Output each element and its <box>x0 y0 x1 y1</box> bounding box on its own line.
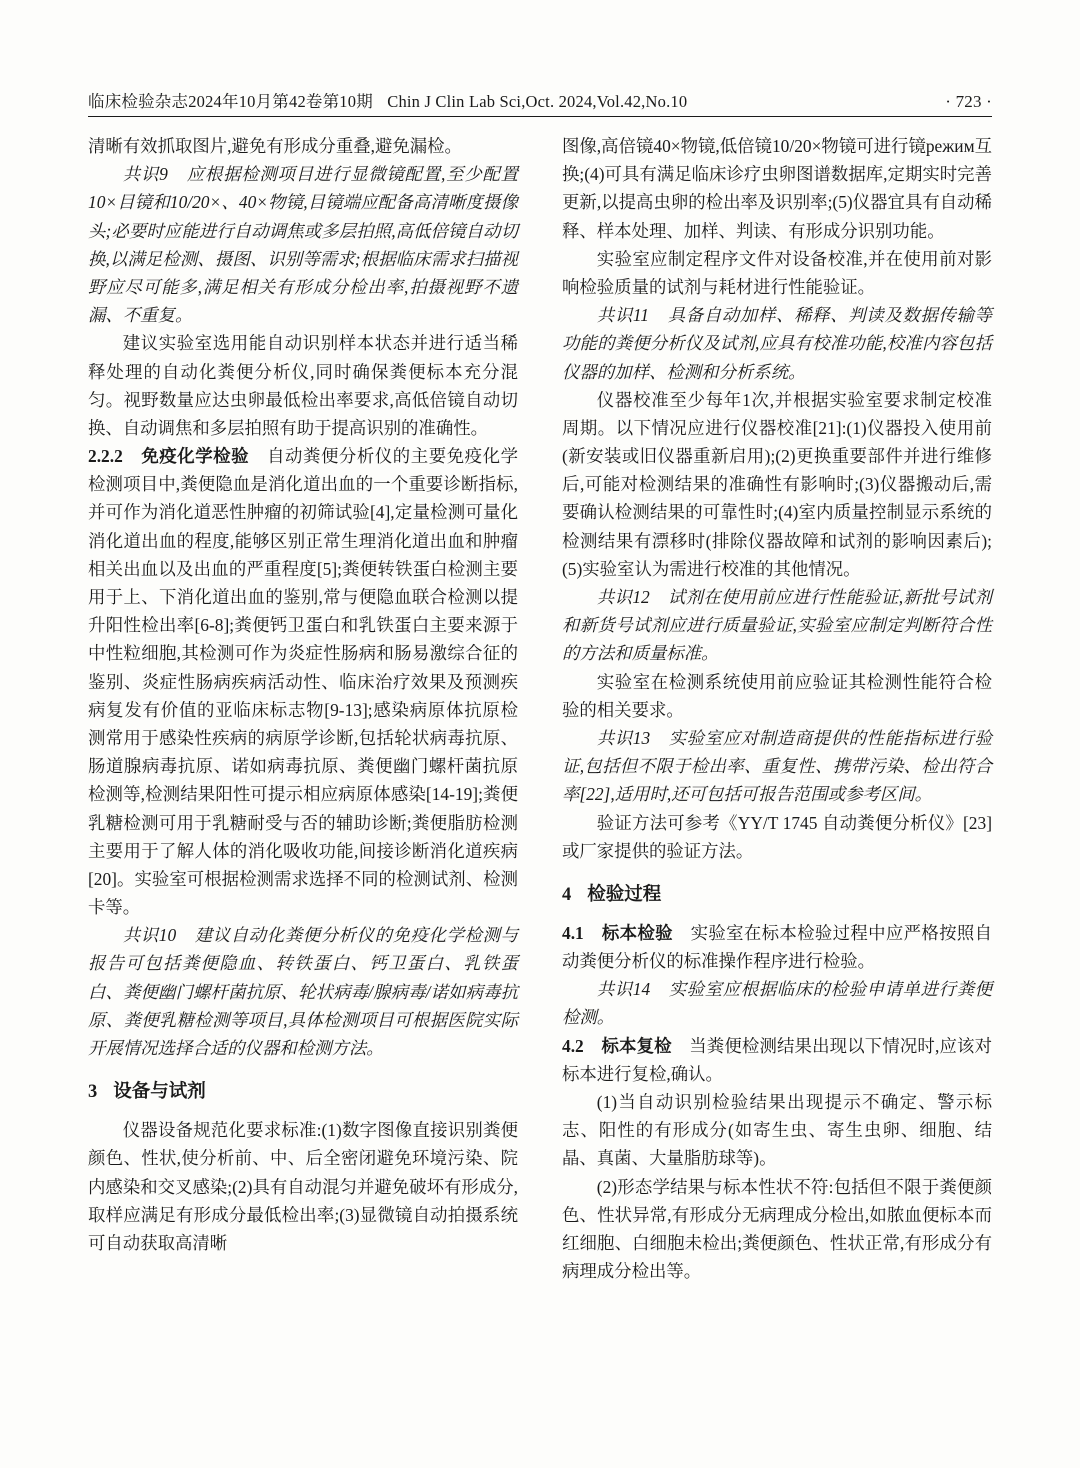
section-4-number: 4 <box>562 884 572 905</box>
page-number: · 723 · <box>945 92 992 111</box>
section-2-2-2-title: 免疫化学检验 <box>141 446 250 467</box>
consensus-11-text: 具备自动加样、稀释、判读及数据传输等功能的粪便分析仪及试剂,应具有校准功能,校准内容包括仪器的加样、检测和分析系统。 <box>562 305 992 382</box>
consensus-11 <box>562 301 992 386</box>
para-suggestion: 建议实验室选用能自动识别样本状态并进行适当稀释处理的自动化粪便分析仪,同时确保粪便标本充分混匀。视野数量应达虫卵最低检出率要求,高低倍镜自动切换、自动调焦和多层拍照有助于提高识别的准确性。 <box>88 333 518 438</box>
consensus-14-text: 实验室应根据临床的检验申请单进行粪便检测。 <box>562 979 992 1028</box>
para-procedure-file: 实验室应制定程序文件对设备校准,并在使用前对影响检验质量的试剂与耗材进行性能验证。 <box>562 248 992 297</box>
section-3-body: 仪器设备规范化要求标准:(1)数字图像直接识别粪便颜色、性状,使分析前、中、后全密闭避免环境污染、院内感染和交叉感染;(2)具有自动混匀并避免破坏有形成分,取样应满足有形成分最低检出率;(3)显微镜自动拍摄系统可自动获取高清晰 <box>88 1120 518 1253</box>
section-2-2-2-body: 自动粪便分析仪的主要免疫化学检测项目中,粪便隐血是消化道出血的一个重要诊断指标,并可作为消化道恶性肿瘤的初筛试验[4],定量检测可量化消化道出血的程度,能够区别正常生理消化道出血和肿瘤相关出血以及出血的严重程度[5];粪便转铁蛋白检测主要用于上、下消化道出血的鉴别,常与便隐血联合检测以提升阳性检出率[6-8];粪便钙卫蛋白和乳铁蛋白主要来源于中性粒细胞,其检测可作为炎症性肠病和肠易激综合征的鉴别、炎症性肠病疾病活动性、临床治疗效果及预测疾病复发有价值的亚临床标志物[9-13];感染病原体抗原检测常用于感染性疾病的病原学诊断,包括轮状病毒抗原、肠道腺病毒抗原、诺如病毒抗原、粪便幽门螺杆菌抗原检测等,检测结果阳性可提示相应病原体感染[14-19];粪便乳糖检测可用于乳糖耐受与否的辅助诊断;粪便脂肪检测主要用于了解人体的消化吸收功能,间接诊断消化道疾病[20]。实验室可根据检测需求选择不同的检测试剂、检测卡等。 <box>88 446 518 918</box>
consensus-9: 共识9 应根据检测项目进行显微镜配置,至少配置10×目镜和10/20×、40×物镜,目镜端应配备高清晰度摄像头;必要时应能进行自动调焦或多层拍照,高低倍镜自动切换,以满足检测、摄图、识别等需求;根据临床需求扫描视野应尽可能多,满足相关有形成分检出率,拍摄视野不遗漏、不重复。 <box>88 164 518 326</box>
section-4-1 <box>562 919 992 975</box>
section-3-title: 设备与试剂 <box>113 1082 206 1103</box>
consensus-14-label: 共识14 <box>596 979 651 1000</box>
para-method: 验证方法可参考《YY/T 1745 自动粪便分析仪》[23]或厂家提供的验证方法。 <box>562 812 992 861</box>
consensus-12-label: 共识12 <box>596 587 650 607</box>
consensus-10-text: 建议自动化粪便分析仪的免疫化学检测与报告可包括粪便隐血、转铁蛋白、钙卫蛋白、乳铁蛋白、粪便幽门螺杆菌抗原、轮状病毒/腺病毒/诺如病毒抗原、粪便乳糖检测等项目,具体检测项目可根据医院实际开展情况选择合适的仪器和检测方法。 <box>88 925 518 1058</box>
right-column <box>562 132 992 1432</box>
para-calibration: 仪器校准至少每年1次,并根据实验室要求制定校准周期。以下情况应进行仪器校准[21]:(1)仪器投入使用前(新安装或旧仪器重新启用);(2)更换重要部件并进行维修后,可能对检测结果的准确性有影响时;(3)仪器搬动后,需要确认检测结果的可靠性时;(4)室内质量控制显示系统的检测结果有漂移时(排除仪器故障和试剂的影响因素后);(5)实验室认为需进行校准的其他情况。 <box>562 389 992 579</box>
section-2-2-2-number: 2.2.2 <box>88 446 123 467</box>
page-header <box>88 88 992 112</box>
para-continuation-top: 图像,高倍镜40×物镜,低倍镜10/20×物镜可进行镜режим互换;(4)可具有满足临床诊疗虫卵图谱数据库,定期实时完善更新,以提高虫卵的检出率及识别率;(5)仪器宜具有自动稀释、样本处理、加样、判读、有形成分识别功能。 <box>562 136 992 241</box>
section-4-2-number: 4.2 <box>562 1035 584 1056</box>
consensus-14 <box>562 975 992 1031</box>
consensus-12-text: 试剂在使用前应进行性能验证,新批号试剂和新货号试剂应进行质量验证,实验室应制定判断符合性的方法和质量标准。 <box>562 587 992 664</box>
section-4-1-number: 4.1 <box>562 922 584 943</box>
article-body <box>88 132 992 1432</box>
header-divider <box>88 116 992 117</box>
section-4-1-title: 标本检验 <box>601 922 673 943</box>
list-item: (1)当自动识别检验结果出现提示不确定、警示标志、阳性的有形成分(如寄生虫、寄生虫卵、细胞、结晶、真菌、大量脂肪球等)。 <box>562 1091 992 1169</box>
section-2-2-2 <box>88 442 518 921</box>
journal-title-en: Chin J Clin Lab Sci,Oct. 2024,Vol.42,No.10 <box>387 92 688 111</box>
consensus-13-label: 共识13 <box>596 727 651 748</box>
consensus-12 <box>562 583 992 668</box>
section-3-number: 3 <box>88 1082 98 1103</box>
consensus-13 <box>562 724 992 809</box>
section-4-2 <box>562 1032 992 1088</box>
section-4-1-body: 实验室在标本检验过程中应严格按照自动粪便分析仪的标准操作程序进行检验。 <box>562 922 992 972</box>
journal-title-cn: 临床检验杂志2024年10月第42卷第10期 <box>88 92 373 111</box>
consensus-10 <box>88 921 518 1062</box>
consensus-13-text: 实验室应对制造商提供的性能指标进行验证,包括但不限于检出率、重复性、携带污染、检出符合率[22],适用时,还可包括可报告范围或参考区间。 <box>562 727 992 805</box>
header-journal-info <box>88 88 687 112</box>
para-continuation: 清晰有效抓取图片,避免有形成分重叠,避免漏检。 <box>88 136 462 156</box>
section-3-heading <box>88 1078 518 1108</box>
section-4-2-body: 当粪便检测结果出现以下情况时,应该对标本进行复检,确认。 <box>562 1035 992 1084</box>
left-column <box>88 132 518 1432</box>
para-verify: 实验室在检测系统使用前应验证其检测性能符合检验的相关要求。 <box>562 671 992 720</box>
section-4-2-title: 标本复检 <box>601 1035 672 1056</box>
consensus-10-label: 共识10 <box>122 925 177 946</box>
consensus-11-label: 共识11 <box>596 305 649 326</box>
section-4-heading <box>562 881 992 911</box>
section-4-title: 检验过程 <box>587 884 662 905</box>
list-item: (2)形态学结果与标本性状不符:包括但不限于粪便颜色、性状异常,有形成分无病理成分检出,如脓血便标本而红细胞、白细胞未检出;粪便颜色、性状正常,有形成分有病理成分检出等。 <box>562 1176 992 1282</box>
